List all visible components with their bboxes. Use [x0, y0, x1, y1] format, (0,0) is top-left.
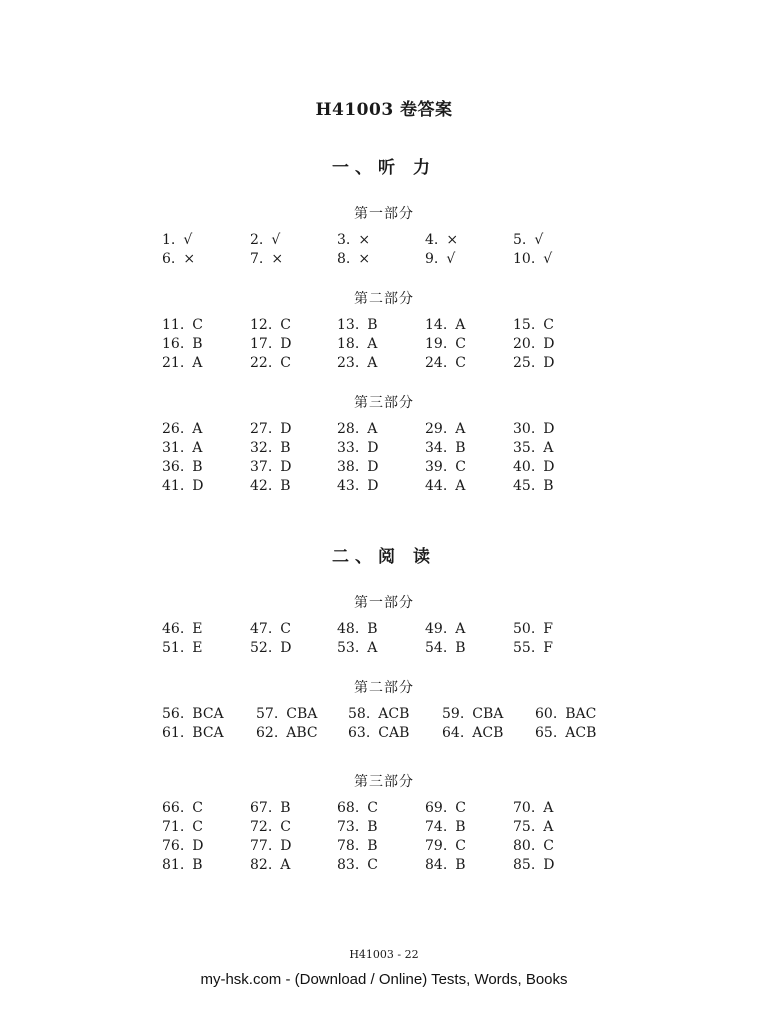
- answer-item: [162, 458, 252, 477]
- answer-item: [162, 439, 252, 458]
- answer-value: C: [192, 317, 203, 333]
- answer-item: [337, 316, 427, 335]
- answer-value: A: [367, 355, 378, 371]
- answer-item: [162, 354, 252, 373]
- answer-value: C: [455, 336, 466, 352]
- answer-value: D: [543, 355, 555, 371]
- answer-row: [0, 639, 768, 658]
- answer-row: [0, 818, 768, 837]
- question-number: 20.: [513, 336, 536, 352]
- answer-value: C: [455, 800, 466, 816]
- answer-item: [337, 818, 427, 837]
- answer-item: [513, 477, 603, 496]
- answer-value: E: [192, 640, 203, 656]
- answer-value: CAB: [378, 725, 410, 741]
- answer-value: B: [455, 857, 466, 873]
- question-number: 56.: [162, 706, 185, 722]
- answer-row: [0, 705, 768, 724]
- question-number: 84.: [425, 857, 448, 873]
- answer-value: ACB: [472, 725, 504, 741]
- answer-value: B: [455, 640, 466, 656]
- question-number: 6.: [162, 251, 176, 267]
- answer-item: [425, 818, 515, 837]
- answer-item: [162, 837, 252, 856]
- answer-value: A: [367, 421, 378, 437]
- answer-item: [425, 837, 515, 856]
- answer-item: [256, 705, 346, 724]
- answer-value: C: [192, 819, 203, 835]
- answer-row: [0, 458, 768, 477]
- answer-value: A: [367, 640, 378, 656]
- answer-value: D: [280, 640, 292, 656]
- answer-grid: [0, 705, 768, 743]
- answer-value: ACB: [565, 725, 597, 741]
- answer-item: [250, 335, 340, 354]
- answer-item: [250, 477, 340, 496]
- question-number: 66.: [162, 800, 185, 816]
- answer-item: [425, 799, 515, 818]
- question-number: 31.: [162, 440, 185, 456]
- question-number: 21.: [162, 355, 185, 371]
- answer-value: D: [192, 478, 204, 494]
- answer-value: √: [534, 232, 544, 248]
- answer-value: √: [543, 251, 553, 267]
- answer-item: [442, 705, 532, 724]
- answer-item: [513, 420, 603, 439]
- answer-value: D: [280, 336, 292, 352]
- part-heading: 第一部分: [354, 595, 414, 611]
- answer-item: [250, 316, 340, 335]
- answer-value: A: [455, 421, 466, 437]
- answer-item: [337, 420, 427, 439]
- answer-item: [256, 724, 346, 743]
- question-number: 4.: [425, 232, 439, 248]
- answer-item: [337, 231, 427, 250]
- answer-row: [0, 856, 768, 875]
- answer-value: F: [543, 640, 553, 656]
- answer-item: [162, 316, 252, 335]
- answer-value: D: [543, 459, 555, 475]
- answer-item: [425, 439, 515, 458]
- answer-value: A: [367, 336, 378, 352]
- answer-item: [250, 458, 340, 477]
- answer-row: [0, 335, 768, 354]
- question-number: 53.: [337, 640, 360, 656]
- answer-item: [425, 231, 515, 250]
- answer-item: [250, 439, 340, 458]
- answer-value: ×: [358, 232, 371, 248]
- answer-value: B: [543, 478, 554, 494]
- answer-value: D: [367, 478, 379, 494]
- answer-item: [513, 354, 603, 373]
- answer-item: [348, 705, 438, 724]
- answer-item: [337, 335, 427, 354]
- question-number: 70.: [513, 800, 536, 816]
- question-number: 32.: [250, 440, 273, 456]
- answer-value: B: [280, 800, 291, 816]
- answer-row: [0, 250, 768, 269]
- answer-item: [425, 250, 515, 269]
- question-number: 19.: [425, 336, 448, 352]
- answer-item: [535, 724, 625, 743]
- question-number: 28.: [337, 421, 360, 437]
- answer-item: [425, 420, 515, 439]
- answer-item: [162, 335, 252, 354]
- answer-value: B: [367, 317, 378, 333]
- question-number: 76.: [162, 838, 185, 854]
- answer-value: ABC: [286, 725, 318, 741]
- question-number: 41.: [162, 478, 185, 494]
- answer-item: [250, 231, 340, 250]
- answer-item: [337, 856, 427, 875]
- question-number: 79.: [425, 838, 448, 854]
- answer-item: [425, 856, 515, 875]
- question-number: 34.: [425, 440, 448, 456]
- answer-row: [0, 620, 768, 639]
- answer-value: CBA: [472, 706, 504, 722]
- answer-item: [337, 354, 427, 373]
- answer-item: [513, 316, 603, 335]
- answer-row: [0, 231, 768, 250]
- answer-value: D: [280, 421, 292, 437]
- answer-value: C: [280, 355, 291, 371]
- answer-value: B: [367, 838, 378, 854]
- answer-value: C: [280, 621, 291, 637]
- question-number: 60.: [535, 706, 558, 722]
- question-number: 75.: [513, 819, 536, 835]
- answer-item: [250, 837, 340, 856]
- answer-value: A: [455, 317, 466, 333]
- question-number: 59.: [442, 706, 465, 722]
- question-number: 37.: [250, 459, 273, 475]
- question-number: 26.: [162, 421, 185, 437]
- answer-value: C: [455, 838, 466, 854]
- answer-value: B: [455, 819, 466, 835]
- page-number: H41003 - 22: [349, 948, 419, 961]
- question-number: 49.: [425, 621, 448, 637]
- answer-item: [337, 799, 427, 818]
- part-heading: 第三部分: [354, 395, 414, 411]
- answer-value: A: [455, 621, 466, 637]
- question-number: 48.: [337, 621, 360, 637]
- question-number: 7.: [250, 251, 264, 267]
- question-number: 27.: [250, 421, 273, 437]
- answer-value: A: [455, 478, 466, 494]
- answer-value: E: [192, 621, 203, 637]
- question-number: 51.: [162, 640, 185, 656]
- answer-item: [337, 477, 427, 496]
- answer-value: A: [280, 857, 291, 873]
- question-number: 69.: [425, 800, 448, 816]
- page-title: H41003 卷答案: [315, 100, 453, 120]
- question-number: 78.: [337, 838, 360, 854]
- answer-value: D: [543, 857, 555, 873]
- answer-row: [0, 477, 768, 496]
- answer-value: B: [280, 478, 291, 494]
- answer-row: [0, 420, 768, 439]
- answer-value: C: [543, 838, 554, 854]
- answer-value: B: [280, 440, 291, 456]
- question-number: 50.: [513, 621, 536, 637]
- answer-value: B: [192, 459, 203, 475]
- answer-item: [442, 724, 532, 743]
- answer-value: √: [446, 251, 456, 267]
- answer-item: [425, 354, 515, 373]
- answer-value: F: [543, 621, 553, 637]
- answer-item: [337, 250, 427, 269]
- question-number: 83.: [337, 857, 360, 873]
- question-number: 40.: [513, 459, 536, 475]
- answer-value: A: [543, 800, 554, 816]
- answer-item: [337, 639, 427, 658]
- question-number: 52.: [250, 640, 273, 656]
- answer-value: B: [192, 857, 203, 873]
- question-number: 77.: [250, 838, 273, 854]
- answer-item: [162, 724, 252, 743]
- answer-value: C: [455, 355, 466, 371]
- question-number: 58.: [348, 706, 371, 722]
- answer-item: [250, 620, 340, 639]
- question-number: 74.: [425, 819, 448, 835]
- question-number: 61.: [162, 725, 185, 741]
- answer-item: [337, 837, 427, 856]
- answer-item: [250, 354, 340, 373]
- answer-value: BCA: [192, 725, 224, 741]
- answer-value: A: [543, 819, 554, 835]
- question-number: 43.: [337, 478, 360, 494]
- answer-item: [250, 818, 340, 837]
- answer-value: B: [367, 819, 378, 835]
- question-number: 22.: [250, 355, 273, 371]
- part-heading: 第二部分: [354, 680, 414, 696]
- question-number: 80.: [513, 838, 536, 854]
- answer-item: [513, 856, 603, 875]
- answer-value: ACB: [378, 706, 410, 722]
- question-number: 15.: [513, 317, 536, 333]
- answer-grid: [0, 620, 768, 658]
- answer-item: [250, 799, 340, 818]
- answer-row: [0, 439, 768, 458]
- question-number: 62.: [256, 725, 279, 741]
- answer-item: [513, 231, 603, 250]
- question-number: 29.: [425, 421, 448, 437]
- answer-item: [162, 799, 252, 818]
- question-number: 71.: [162, 819, 185, 835]
- answer-value: CBA: [286, 706, 318, 722]
- answer-item: [162, 705, 252, 724]
- answer-item: [337, 439, 427, 458]
- question-number: 35.: [513, 440, 536, 456]
- answer-grid: [0, 799, 768, 875]
- question-number: 39.: [425, 459, 448, 475]
- question-number: 45.: [513, 478, 536, 494]
- answer-item: [513, 837, 603, 856]
- answer-value: D: [280, 459, 292, 475]
- question-number: 54.: [425, 640, 448, 656]
- question-number: 67.: [250, 800, 273, 816]
- question-number: 36.: [162, 459, 185, 475]
- part-heading: 第二部分: [354, 291, 414, 307]
- question-number: 13.: [337, 317, 360, 333]
- answer-item: [513, 250, 603, 269]
- answer-item: [348, 724, 438, 743]
- section-heading-listening: 一、听 力: [332, 158, 436, 178]
- answer-item: [250, 420, 340, 439]
- answer-item: [425, 639, 515, 658]
- question-number: 46.: [162, 621, 185, 637]
- answer-value: D: [367, 440, 379, 456]
- answer-value: D: [367, 459, 379, 475]
- question-number: 81.: [162, 857, 185, 873]
- question-number: 18.: [337, 336, 360, 352]
- answer-value: A: [192, 355, 203, 371]
- answer-item: [513, 335, 603, 354]
- answer-value: A: [192, 421, 203, 437]
- answer-value: D: [543, 336, 555, 352]
- answer-value: C: [543, 317, 554, 333]
- answer-value: ×: [183, 251, 196, 267]
- answer-item: [162, 477, 252, 496]
- answer-item: [513, 439, 603, 458]
- answer-item: [425, 335, 515, 354]
- question-number: 38.: [337, 459, 360, 475]
- answer-item: [337, 620, 427, 639]
- question-number: 55.: [513, 640, 536, 656]
- answer-value: D: [543, 421, 555, 437]
- answer-value: √: [183, 232, 193, 248]
- question-number: 30.: [513, 421, 536, 437]
- question-number: 64.: [442, 725, 465, 741]
- question-number: 42.: [250, 478, 273, 494]
- answer-item: [250, 639, 340, 658]
- question-number: 8.: [337, 251, 351, 267]
- question-number: 17.: [250, 336, 273, 352]
- question-number: 82.: [250, 857, 273, 873]
- part-heading: 第三部分: [354, 774, 414, 790]
- answer-value: D: [192, 838, 204, 854]
- answer-item: [162, 420, 252, 439]
- answer-item: [535, 705, 625, 724]
- answer-value: BCA: [192, 706, 224, 722]
- part-heading: 第一部分: [354, 206, 414, 222]
- question-number: 44.: [425, 478, 448, 494]
- answer-item: [162, 856, 252, 875]
- question-number: 33.: [337, 440, 360, 456]
- question-number: 73.: [337, 819, 360, 835]
- answer-item: [425, 458, 515, 477]
- answer-value: C: [192, 800, 203, 816]
- answer-row: [0, 799, 768, 818]
- answer-grid: [0, 420, 768, 496]
- answer-item: [162, 818, 252, 837]
- answer-item: [162, 231, 252, 250]
- answer-row: [0, 724, 768, 743]
- answer-value: C: [280, 317, 291, 333]
- question-number: 85.: [513, 857, 536, 873]
- question-number: 24.: [425, 355, 448, 371]
- question-number: 9.: [425, 251, 439, 267]
- question-number: 68.: [337, 800, 360, 816]
- answer-value: ×: [271, 251, 284, 267]
- answer-value: BAC: [565, 706, 597, 722]
- answer-item: [162, 620, 252, 639]
- answer-value: C: [367, 800, 378, 816]
- answer-value: ×: [358, 251, 371, 267]
- answer-value: ×: [446, 232, 459, 248]
- answer-item: [513, 620, 603, 639]
- question-number: 65.: [535, 725, 558, 741]
- question-number: 11.: [162, 317, 185, 333]
- question-number: 63.: [348, 725, 371, 741]
- question-number: 12.: [250, 317, 273, 333]
- question-number: 16.: [162, 336, 185, 352]
- question-number: 3.: [337, 232, 351, 248]
- answer-item: [250, 250, 340, 269]
- question-number: 47.: [250, 621, 273, 637]
- answer-value: C: [367, 857, 378, 873]
- answer-item: [250, 856, 340, 875]
- answer-item: [425, 477, 515, 496]
- answer-row: [0, 316, 768, 335]
- question-number: 23.: [337, 355, 360, 371]
- answer-grid: [0, 231, 768, 269]
- answer-item: [513, 818, 603, 837]
- answer-value: B: [192, 336, 203, 352]
- answer-value: D: [280, 838, 292, 854]
- answer-item: [513, 799, 603, 818]
- question-number: 10.: [513, 251, 536, 267]
- answer-item: [425, 316, 515, 335]
- answer-value: A: [543, 440, 554, 456]
- question-number: 1.: [162, 232, 176, 248]
- question-number: 25.: [513, 355, 536, 371]
- answer-value: B: [455, 440, 466, 456]
- question-number: 14.: [425, 317, 448, 333]
- answer-item: [513, 639, 603, 658]
- question-number: 5.: [513, 232, 527, 248]
- answer-value: A: [192, 440, 203, 456]
- answer-value: C: [280, 819, 291, 835]
- question-number: 57.: [256, 706, 279, 722]
- question-number: 2.: [250, 232, 264, 248]
- answer-grid: [0, 316, 768, 373]
- answer-item: [162, 639, 252, 658]
- footer-link[interactable]: my-hsk.com - (Download / Online) Tests, Words, Books: [200, 971, 568, 988]
- answer-item: [513, 458, 603, 477]
- answer-value: √: [271, 232, 281, 248]
- answer-item: [162, 250, 252, 269]
- section-heading-reading: 二、阅 读: [332, 547, 436, 567]
- answer-value: B: [367, 621, 378, 637]
- answer-value: C: [455, 459, 466, 475]
- answer-item: [337, 458, 427, 477]
- question-number: 72.: [250, 819, 273, 835]
- answer-item: [425, 620, 515, 639]
- answer-row: [0, 354, 768, 373]
- answer-row: [0, 837, 768, 856]
